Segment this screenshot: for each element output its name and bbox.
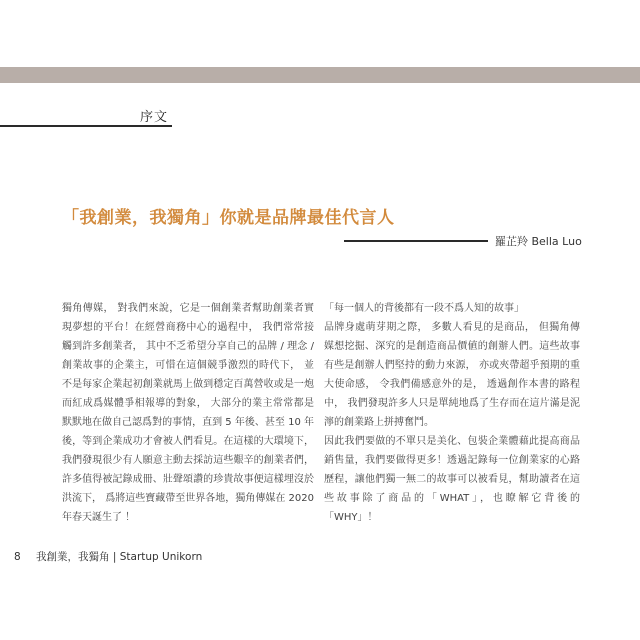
article-title: 「我創業，我獨角」你就是品牌最佳代言人 <box>62 208 395 228</box>
footer-book-title: 我創業，我獨角 | Startup Unikorn <box>36 551 203 563</box>
right-column <box>324 299 580 527</box>
right-paragraph-2: 品牌身處萌芽期之際， 多數人看見的是商品， 但獨角傳媒想挖掘、深究的是創造商品價値的創辦人們。這些故事有些是創辦人們堅持的動力來源， 亦或夾帶超乎預期的重大使命感， 令我們備感意外的是， 透過創作本書的路程中， 我們發現許多人只是單純地爲了生存而在這片滿是泥濘的創業路上拼搏奮鬥。 <box>324 322 580 428</box>
left-column <box>62 299 314 527</box>
right-paragraph-quote: 「每一個人的背後都有一段不爲人知的故事」 <box>324 303 524 314</box>
left-paragraph-1: 獨角傳媒， 對我們來說，它是一個創業者幫助創業者實現夢想的平台！在經營商務中心的過程中， 我們常常接觸到許多創業者， 其中不乏希望分享自己的品牌 / 理念 / 創業故事的企業主，可惜在這個競爭激烈的時代下， 並不是每家企業起初創業就馬上做到穩定百萬營收或是一炮而紅成爲媒體爭相報導的對象， 大部分的業主常常都是默默地在做自己認爲對的事情，直到 5 年後、甚至 10 年後，等到企業成功才會被人們看見。在這樣的大環境下， 我們發現很少有人願意主動去採訪這些艱辛的創業者們， 許多值得被記錄成冊、壯聲頌讚的珍貴故事便這樣埋沒於洪流下， 爲將這些寶藏帶至世界各地，獨角傳媒在 2020 年春天誕生了 ！ <box>62 303 314 523</box>
section-label: 序文 <box>140 110 169 125</box>
header-band <box>0 67 640 83</box>
right-paragraph-3: 因此我們要做的不單只是美化、包裝企業體藉此提高商品銷售量，我們要做得更多！透過記錄每一位創業家的心路歷程，讓他們獨一無二的故事可以被看見，幫助讀者在這些故事除了商品的「WHAT」，也瞭解它背後的「WHY」！ <box>324 436 580 523</box>
author-rule <box>344 240 488 242</box>
page-number: 8 <box>14 551 21 563</box>
page-footer <box>14 549 202 564</box>
author-name: 羅芷羚 Bella Luo <box>495 235 582 248</box>
section-rule <box>0 125 172 127</box>
